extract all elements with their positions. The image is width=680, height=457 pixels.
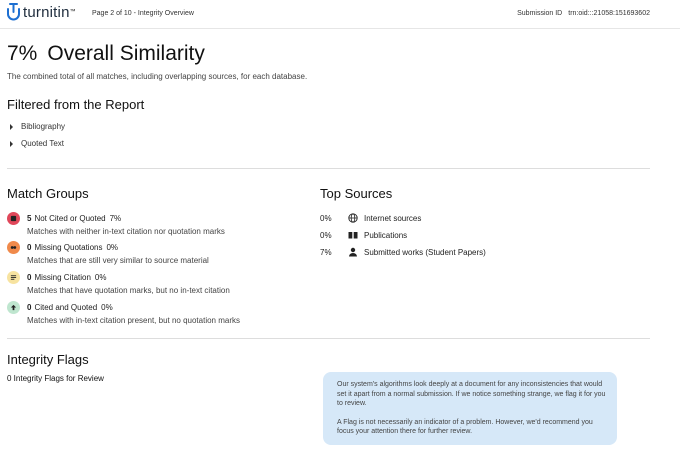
top-source-percent: 7% xyxy=(320,247,332,257)
match-group-desc: Matches that are still very similar to source material xyxy=(27,256,209,265)
overall-percent: 7% xyxy=(7,42,38,65)
match-group-count: 5 xyxy=(27,214,32,223)
info-paragraph-1: Our system's algorithms look deeply at a document for any inconsistencies that would set it apart from a normal submission. If we notice something strange, we flag it for you to review. xyxy=(337,381,606,407)
filtered-title: Filtered from the Report xyxy=(7,97,145,112)
divider xyxy=(7,338,650,339)
match-group-label: Missing Citation xyxy=(34,273,91,282)
overall-subtitle: The combined total of all matches, including overlapping sources, for each database. xyxy=(7,72,308,81)
match-group-label: Missing Quotations xyxy=(34,243,103,252)
filter-item-label: Quoted Text xyxy=(21,139,64,148)
logo-text: turnitin xyxy=(23,3,70,21)
match-group-desc: Matches with in-text citation present, but no quotation marks xyxy=(27,316,240,325)
filter-item-label: Bibliography xyxy=(21,122,66,131)
submission-value: trn:oid:::21058:151693602 xyxy=(568,10,650,17)
bullet-icon xyxy=(10,141,13,147)
cited-quoted-icon xyxy=(7,301,20,314)
top-source-label: Publications xyxy=(364,230,408,240)
bullet-icon xyxy=(10,124,13,130)
integrity-flags-count: 0 Integrity Flags for Review xyxy=(7,374,104,383)
integrity-flags-title: Integrity Flags xyxy=(7,352,89,367)
not-cited-icon xyxy=(7,212,20,225)
top-source-submitted-works xyxy=(320,247,486,257)
book-icon xyxy=(348,230,358,240)
match-group-count: 0 xyxy=(27,243,32,252)
top-bar xyxy=(0,0,680,29)
missing-citation-icon xyxy=(7,271,20,284)
match-group-label: Cited and Quoted xyxy=(34,303,98,312)
match-group-percent: 0% xyxy=(106,243,119,252)
match-group-count: 0 xyxy=(27,303,32,312)
match-group-percent: 7% xyxy=(109,214,122,223)
match-group-count: 0 xyxy=(27,273,32,282)
match-group-percent: 0% xyxy=(101,303,113,312)
filter-item-quoted-text xyxy=(10,139,64,148)
top-source-percent: 0% xyxy=(320,213,332,223)
top-source-publications xyxy=(320,230,407,240)
missing-quotations-icon xyxy=(7,241,20,254)
filter-item-bibliography xyxy=(10,122,65,131)
match-group-cited-quoted xyxy=(7,301,307,325)
match-group-missing-quotations xyxy=(7,241,307,265)
submission-label: Submission ID xyxy=(517,10,563,17)
top-source-percent: 0% xyxy=(320,230,332,240)
match-group-percent: 0% xyxy=(94,273,107,282)
top-source-label: Submitted works (Student Papers) xyxy=(364,247,486,257)
overall-similarity-heading xyxy=(7,42,205,66)
globe-icon xyxy=(348,213,358,223)
match-group-desc: Matches that have quotation marks, but no in-text citation xyxy=(27,286,230,295)
submission-id xyxy=(517,10,650,17)
turnitin-logo-icon xyxy=(6,3,20,21)
person-icon xyxy=(348,247,358,257)
match-groups-title: Match Groups xyxy=(7,186,89,201)
info-paragraph-2: A Flag is not necessarily an indicator of a problem. However, we'd recommend you focus your attention there for further review. xyxy=(337,418,593,435)
turnitin-logo: turnitin ™ xyxy=(6,3,76,21)
match-group-desc: Matches with neither in-text citation nor quotation marks xyxy=(27,227,225,236)
match-group-label: Not Cited or Quoted xyxy=(34,214,106,223)
top-sources-title: Top Sources xyxy=(320,186,393,201)
divider xyxy=(7,168,650,169)
match-group-not-cited xyxy=(7,212,307,236)
overall-title: Overall Similarity xyxy=(47,42,205,65)
match-group-missing-citation xyxy=(7,271,307,295)
top-source-internet xyxy=(320,213,421,223)
integrity-info-box xyxy=(323,372,617,445)
top-source-label: Internet sources xyxy=(364,213,422,223)
page-info: Page 2 of 10 - Integrity Overview xyxy=(92,10,194,17)
